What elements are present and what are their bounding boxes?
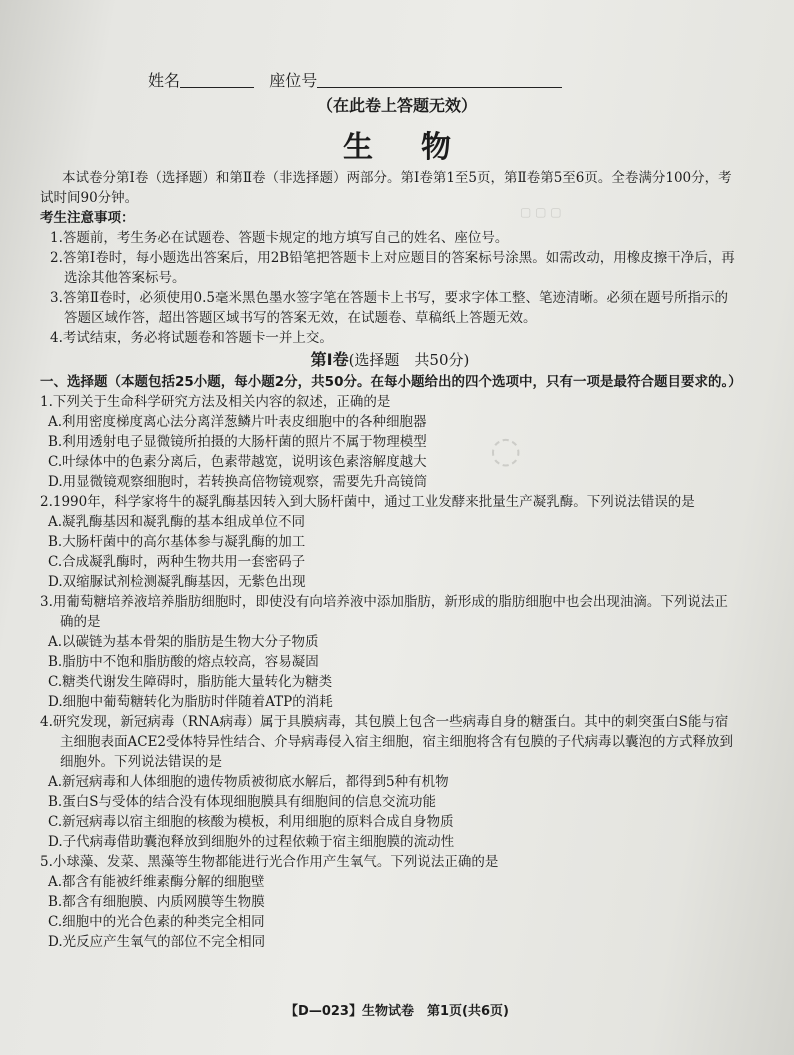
volume-subtitle: (选择题 共50分) [348,351,470,369]
question-option: A.都含有能被纤维素酶分解的细胞壁 [48,874,265,890]
question-stem: 5.小球藻、发菜、黑藻等生物都能进行光合作用产生氧气。下列说法正确的是 [40,854,499,870]
question-option: A.凝乳酶基因和凝乳酶的基本组成单位不同 [48,514,306,530]
name-label: 姓名 [148,71,181,90]
question-stem: 1.下列关于生命科学研究方法及相关内容的叙述，正确的是 [40,394,391,410]
intro-text: 本试卷分第Ⅰ卷（选择题）和第Ⅱ卷（非选择题）两部分。第Ⅰ卷第1至5页，第Ⅱ卷第5至6页。全卷满分100分，考试时间90分钟。 [40,170,732,206]
question-option: B.大肠杆菌中的高尔基体参与凝乳酶的加工 [48,534,306,550]
seat-label: 座位号 [269,71,318,90]
question-option: C.细胞中的光合色素的种类完全相同 [48,914,265,930]
section-heading: 一、选择题（本题包括25小题，每小题2分，共50分。在每小题给出的四个选项中，只有一项是最符合题目要求的。） [40,374,742,390]
question-option: B.利用透射电子显微镜所拍摄的大肠杆菌的照片不属于物理模型 [48,434,427,450]
bleed-through-figure: ◌ [490,430,522,471]
volume-header [40,350,740,370]
bleed-through-marks: ▢ ▢ ▢ [520,205,562,219]
question-option: D.双缩脲试剂检测凝乳酶基因，无紫色出现 [48,574,306,590]
answer-invalid-notice: （在此卷上答题无效） [316,96,477,115]
question-stem: 4.研究发现，新冠病毒（RNA病毒）属于具膜病毒，其包膜上包含一些病毒自身的糖蛋白。其中的刺突蛋白S能与宿主细胞表面ACE2受体特异性结合、介导病毒侵入宿主细胞，宿主细胞将含有包膜的子代病毒以囊泡的方式释放到细胞外。下列说法错误的是 [40,714,734,770]
page-footer: 【D—023】生物试卷 第1页(共6页) [285,1004,509,1019]
question-option: A.利用密度梯度离心法分离洋葱鳞片叶表皮细胞中的各种细胞器 [48,414,427,430]
question-option: C.新冠病毒以宿主细胞的核酸为模板，利用细胞的原料合成自身物质 [48,814,454,830]
question-option: C.合成凝乳酶时，两种生物共用一套密码子 [48,554,306,570]
question-option: C.叶绿体中的色素分离后，色素带越宽，说明该色素溶解度越大 [48,454,427,470]
question-option: D.光反应产生氧气的部位不完全相同 [48,934,266,950]
candidate-info-line [148,68,562,91]
question-option: A.以碳链为基本骨架的脂肪是生物大分子物质 [48,634,319,650]
question-option: B.都含有细胞膜、内质网膜等生物膜 [48,894,265,910]
volume-title: 第Ⅰ卷 [310,350,349,369]
question-option: D.子代病毒借助囊泡释放到细胞外的过程依赖于宿主细胞膜的流动性 [48,834,455,850]
instruction-item: 4.考试结束，务必将试题卷和答题卡一并上交。 [50,330,333,346]
subject-title: 生物 [343,130,499,165]
instruction-item: 1.答题前，考生务必在试题卷、答题卡规定的地方填写自己的姓名、座位号。 [50,230,509,246]
name-blank[interactable] [180,71,254,88]
question-option: B.蛋白S与受体的结合没有体现细胞膜具有细胞间的信息交流功能 [48,794,436,810]
instruction-item: 2.答第Ⅰ卷时，每小题选出答案后，用2B铅笔把答题卡上对应题目的答案标号涂黑。如需改动，用橡皮擦干净后，再选涂其他答案标号。 [50,250,735,286]
question-option: B.脂肪中不饱和脂肪酸的熔点较高，容易凝固 [48,654,319,670]
question-stem: 2.1990年，科学家将牛的凝乳酶基因转入到大肠杆菌中，通过工业发酵来批量生产凝乳酶。下列说法错误的是 [40,494,695,510]
instructions-heading: 考生注意事项： [40,210,135,226]
question-option: D.用显微镜观察细胞时，若转换高倍物镜观察，需要先升高镜筒 [48,474,428,490]
question-option: A.新冠病毒和人体细胞的遗传物质被彻底水解后，都得到5种有机物 [48,774,449,790]
question-stem: 3.用葡萄糖培养液培养脂肪细胞时，即使没有向培养液中添加脂肪，新形成的脂肪细胞中也会出现油滴。下列说法正确的是 [40,594,728,630]
question-option: D.细胞中葡萄糖转化为脂肪时伴随着ATP的消耗 [48,694,333,710]
seat-blank[interactable] [317,71,562,88]
instruction-item: 3.答第Ⅱ卷时，必须使用0.5毫米黑色墨水签字笔在答题卡上书写，要求字体工整、笔迹清晰。必须在题号所指示的答题区域作答，超出答题区域书写的答案无效，在试题卷、草稿纸上答题无效。 [50,290,729,326]
question-option: C.糖类代谢发生障碍时，脂肪能大量转化为糖类 [48,674,333,690]
exam-body [40,168,740,952]
